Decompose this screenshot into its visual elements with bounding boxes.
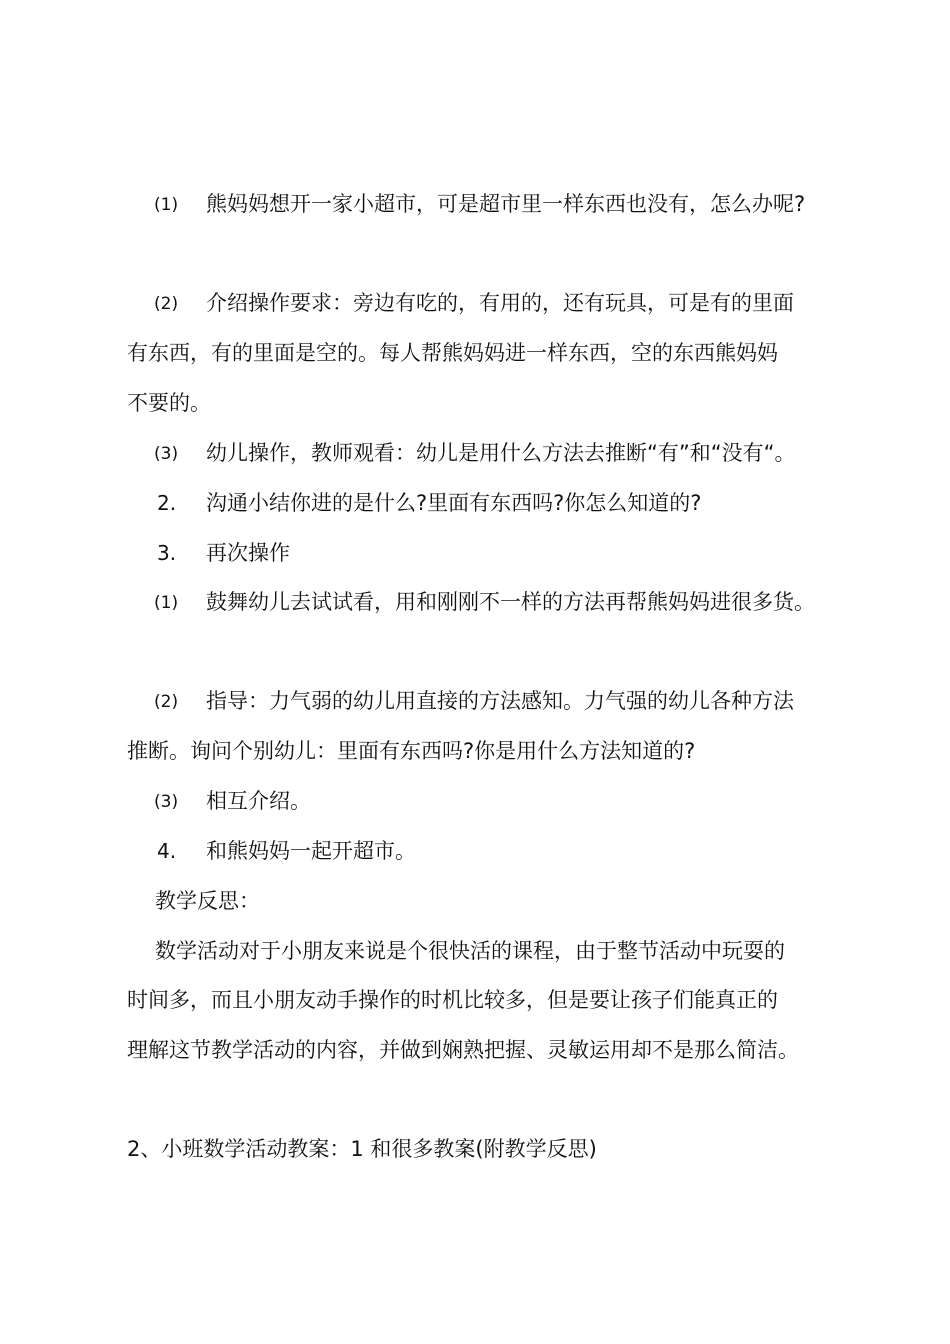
paragraph-line: 推断。询问个别幼儿：里面有东西吗?你是用什么方法知道的? (127, 739, 696, 763)
item-marker: (2) (154, 692, 179, 712)
item-marker: (3) (154, 444, 179, 464)
item-marker: 3. (157, 541, 177, 565)
paragraph-line: 有东西，有的里面是空的。每人帮熊妈妈进一样东西，空的东西熊妈妈 (127, 341, 778, 365)
item-marker: 2. (157, 491, 177, 515)
paragraph-line: 时间多，而且小朋友动手操作的时机比较多，但是要让孩子们能真正的 (127, 988, 778, 1012)
paragraph-line: 介绍操作要求：旁边有吃的，有用的，还有玩具，可是有的里面 (206, 291, 794, 315)
item-marker: (1) (154, 593, 179, 613)
paragraph-line: 再次操作 (206, 541, 290, 565)
item-marker: (3) (154, 792, 179, 812)
paragraph-line: 幼儿操作，教师观看：幼儿是用什么方法去推断“有”和“没有“。 (206, 441, 796, 465)
item-marker: (2) (154, 294, 179, 314)
paragraph-line: 沟通小结你进的是什么?里面有东西吗?你怎么知道的? (206, 491, 702, 515)
paragraph-line: 熊妈妈想开一家小超市，可是超市里一样东西也没有，怎么办呢? (206, 192, 806, 216)
paragraph-line: 理解这节教学活动的内容，并做到娴熟把握、灵敏运用却不是那么简洁。 (127, 1038, 799, 1062)
section-heading: 教学反思： (155, 889, 260, 913)
paragraph-line: 鼓舞幼儿去试试看，用和刚刚不一样的方法再帮熊妈妈进很多货。 (206, 590, 815, 614)
paragraph-line: 数学活动对于小朋友来说是个很快活的课程，由于整节活动中玩耍的 (155, 939, 785, 963)
item-marker: 4. (157, 839, 177, 863)
item-marker: (1) (154, 195, 179, 215)
paragraph-line: 和熊妈妈一起开超市。 (206, 839, 416, 863)
paragraph-line: 指导：力气弱的幼儿用直接的方法感知。力气强的幼儿各种方法 (206, 689, 794, 713)
paragraph-line: 相互介绍。 (206, 789, 311, 813)
paragraph-line: 不要的。 (127, 391, 211, 415)
section-title: 2、小班数学活动教案：1 和很多教案(附教学反思) (127, 1137, 597, 1161)
